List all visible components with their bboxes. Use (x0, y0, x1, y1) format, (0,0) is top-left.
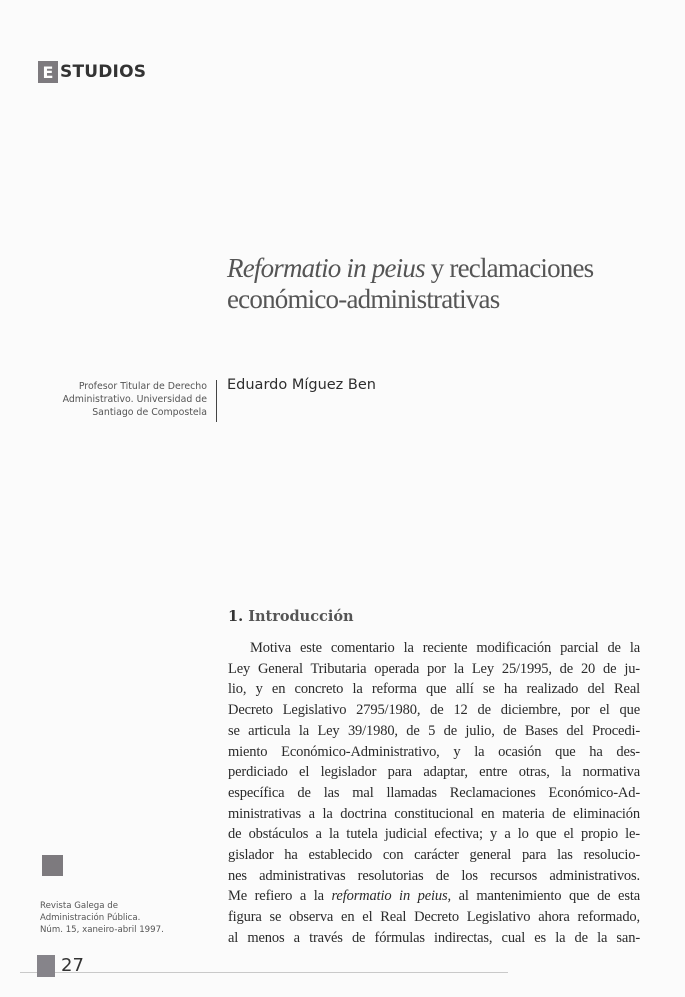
text-line: específica de las mal llamadas Reclamaciones Económico-Ad- (228, 784, 640, 801)
section-heading (38, 61, 146, 83)
section-number: 1. (228, 608, 244, 625)
text-line: de obstáculos a la tutela judicial efectiva; y a lo que el propio le- (228, 826, 640, 843)
text-line: nes administrativas resolutorias de los recursos administrativos. (228, 867, 640, 884)
affiliation-line: Administrativo. Universidad de (62, 394, 207, 405)
section-initial-box: E (38, 61, 58, 83)
vertical-divider (216, 380, 217, 422)
title-line2: económico-administrativas (227, 284, 500, 314)
body-paragraph (228, 638, 640, 949)
affiliation-line: Santiago de Compostela (92, 407, 207, 418)
section-title: Introducción (248, 608, 354, 625)
text-line: miento Económico-Administrativo, y la ocasión que ha des- (228, 743, 640, 760)
text-line: Decreto Legislativo 2795/1980, de 12 de diciembre, por el que (228, 702, 640, 719)
text-line: al menos a través de fórmulas indirectas, cual es la de la san- (228, 929, 640, 946)
text-line: ministrativas a la doctrina constitucional en materia de eliminación (228, 805, 640, 822)
journal-name-line: Administración Pública. (40, 912, 141, 923)
text-line: Ley General Tributaria operada por la Ley 25/1995, de 20 de ju- (228, 660, 640, 677)
text-run: al mantenimiento que de esta (450, 888, 640, 905)
journal-name-line: Revista Galega de (40, 901, 118, 911)
author-affiliation (40, 380, 207, 419)
affiliation-line: Profesor Titular de Derecho (78, 381, 207, 392)
journal-issue: Núm. 15, xaneiro-abril 1997. (40, 924, 164, 935)
italic-term: reformatio in peius, (331, 888, 451, 905)
text-line: Motiva este comentario la reciente modificación parcial de la (250, 640, 640, 656)
author-name: Eduardo Míguez Ben (227, 377, 376, 393)
text-line: perdiciado el legislador para adaptar, entre otras, la normativa (228, 764, 640, 781)
decorative-square (42, 855, 63, 876)
journal-citation (40, 901, 164, 936)
page-number: 27 (61, 955, 84, 976)
text-line (228, 886, 640, 907)
article-title (227, 253, 667, 315)
text-line: se articula la Ley 39/1980, de 5 de julio, de Bases del Procedi- (228, 722, 640, 739)
section-1-heading (228, 608, 354, 625)
text-line: figura se observa en el Real Decreto Legislativo ahora reformado, (228, 909, 640, 926)
text-line: gislador ha establecido con carácter general para las resolucio- (228, 847, 640, 864)
section-label: STUDIOS (60, 62, 147, 82)
title-rest: y reclamaciones (424, 253, 594, 283)
text-line: lio, y en concreto la reforma que allí se ha realizado del Real (228, 681, 640, 698)
footer-square (37, 955, 55, 977)
title-italic: Reformatio in peius (227, 253, 425, 283)
text-run: Me refiero a la (228, 888, 332, 905)
footer-rule (20, 972, 508, 973)
